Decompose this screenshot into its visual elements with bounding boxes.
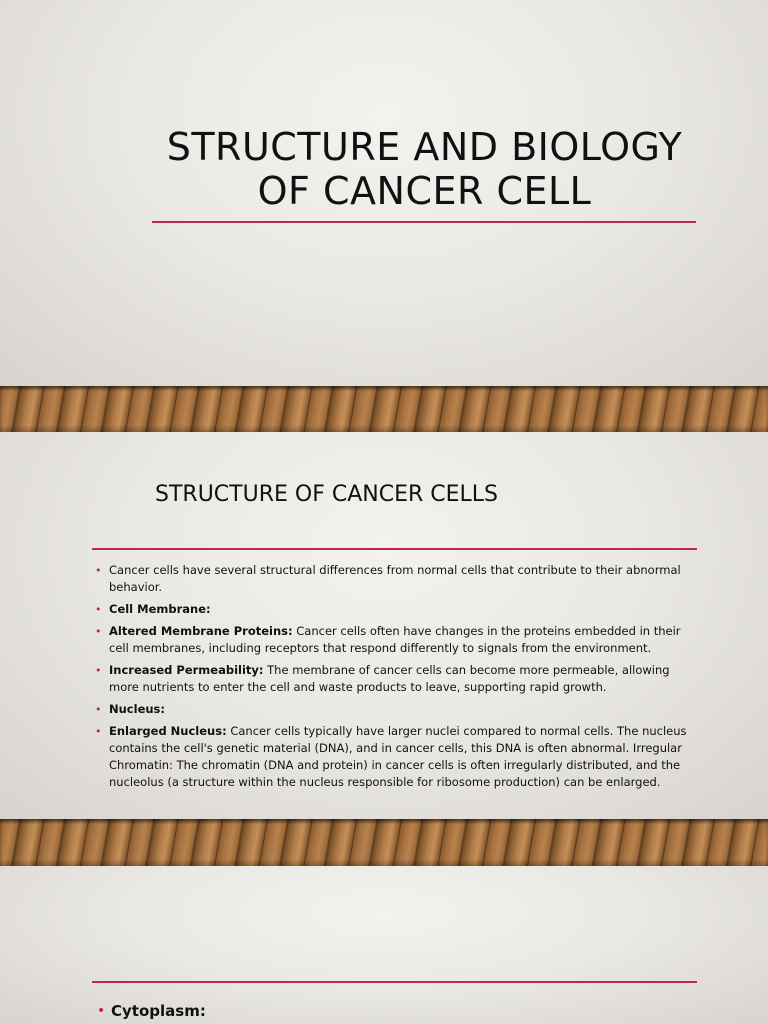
- bullet-bold: Nucleus:: [109, 702, 166, 716]
- list-item: [95, 562, 695, 596]
- list-item: [95, 701, 695, 718]
- bullet-bold: Increased Permeability:: [109, 663, 264, 677]
- bullet-icon: •: [97, 1003, 106, 1019]
- list-item: [95, 623, 695, 657]
- bullet-icon: •: [95, 625, 102, 638]
- list-item: [95, 723, 695, 791]
- section-divider: [92, 981, 697, 983]
- bullet-icon: •: [95, 664, 102, 677]
- list-item: [95, 662, 695, 696]
- bullet-list: [97, 1000, 206, 1022]
- bullet-icon: •: [95, 703, 102, 716]
- bullet-text: Cancer cells have several structural differences from normal cells that contribute to their abnormal behavior.: [109, 563, 681, 594]
- bullet-bold: Enlarged Nucleus:: [109, 724, 227, 738]
- section-title: STRUCTURE OF CANCER CELLS: [155, 482, 498, 507]
- slide-title-line-1: STRUCTURE AND BIOLOGY: [166, 125, 683, 169]
- section-divider: [92, 548, 697, 550]
- wood-floor-divider: [0, 819, 768, 866]
- list-item: [97, 1000, 206, 1022]
- slide-title: [152, 125, 697, 213]
- title-divider: [152, 221, 696, 223]
- bullet-bold: Cytoplasm:: [111, 1002, 206, 1020]
- slide-1: [0, 0, 768, 386]
- bullet-text: The membrane of cancer cells can become more permeable, allowing more nutrients to enter the cell and waste products to leave, supporting rapid growth.: [109, 663, 670, 694]
- bullet-text: Cancer cells typically have larger nuclei compared to normal cells. The nucleus contains the cell's genetic material (DNA), and in cancer cells, this DNA is often abnormal. Irregular Chromatin: The chromatin (DNA and protein) in cancer cells is often irregularly distributed, and the nucleolus (a structure within the nucleus responsible for ribosome production) can be enlarged.: [109, 724, 687, 789]
- bullet-bold: Altered Membrane Proteins:: [109, 624, 293, 638]
- wood-floor-divider: [0, 386, 768, 432]
- list-item: [95, 601, 695, 618]
- bullet-icon: •: [95, 603, 102, 616]
- bullet-list: [95, 562, 695, 796]
- slide-title-line-2: OF CANCER CELL: [257, 169, 592, 213]
- bullet-bold: Cell Membrane:: [109, 602, 211, 616]
- bullet-icon: •: [95, 725, 102, 738]
- bullet-icon: •: [95, 564, 102, 577]
- bullet-text: Cancer cells often have changes in the proteins embedded in their cell membranes, including receptors that respond differently to signals from the environment.: [109, 624, 681, 655]
